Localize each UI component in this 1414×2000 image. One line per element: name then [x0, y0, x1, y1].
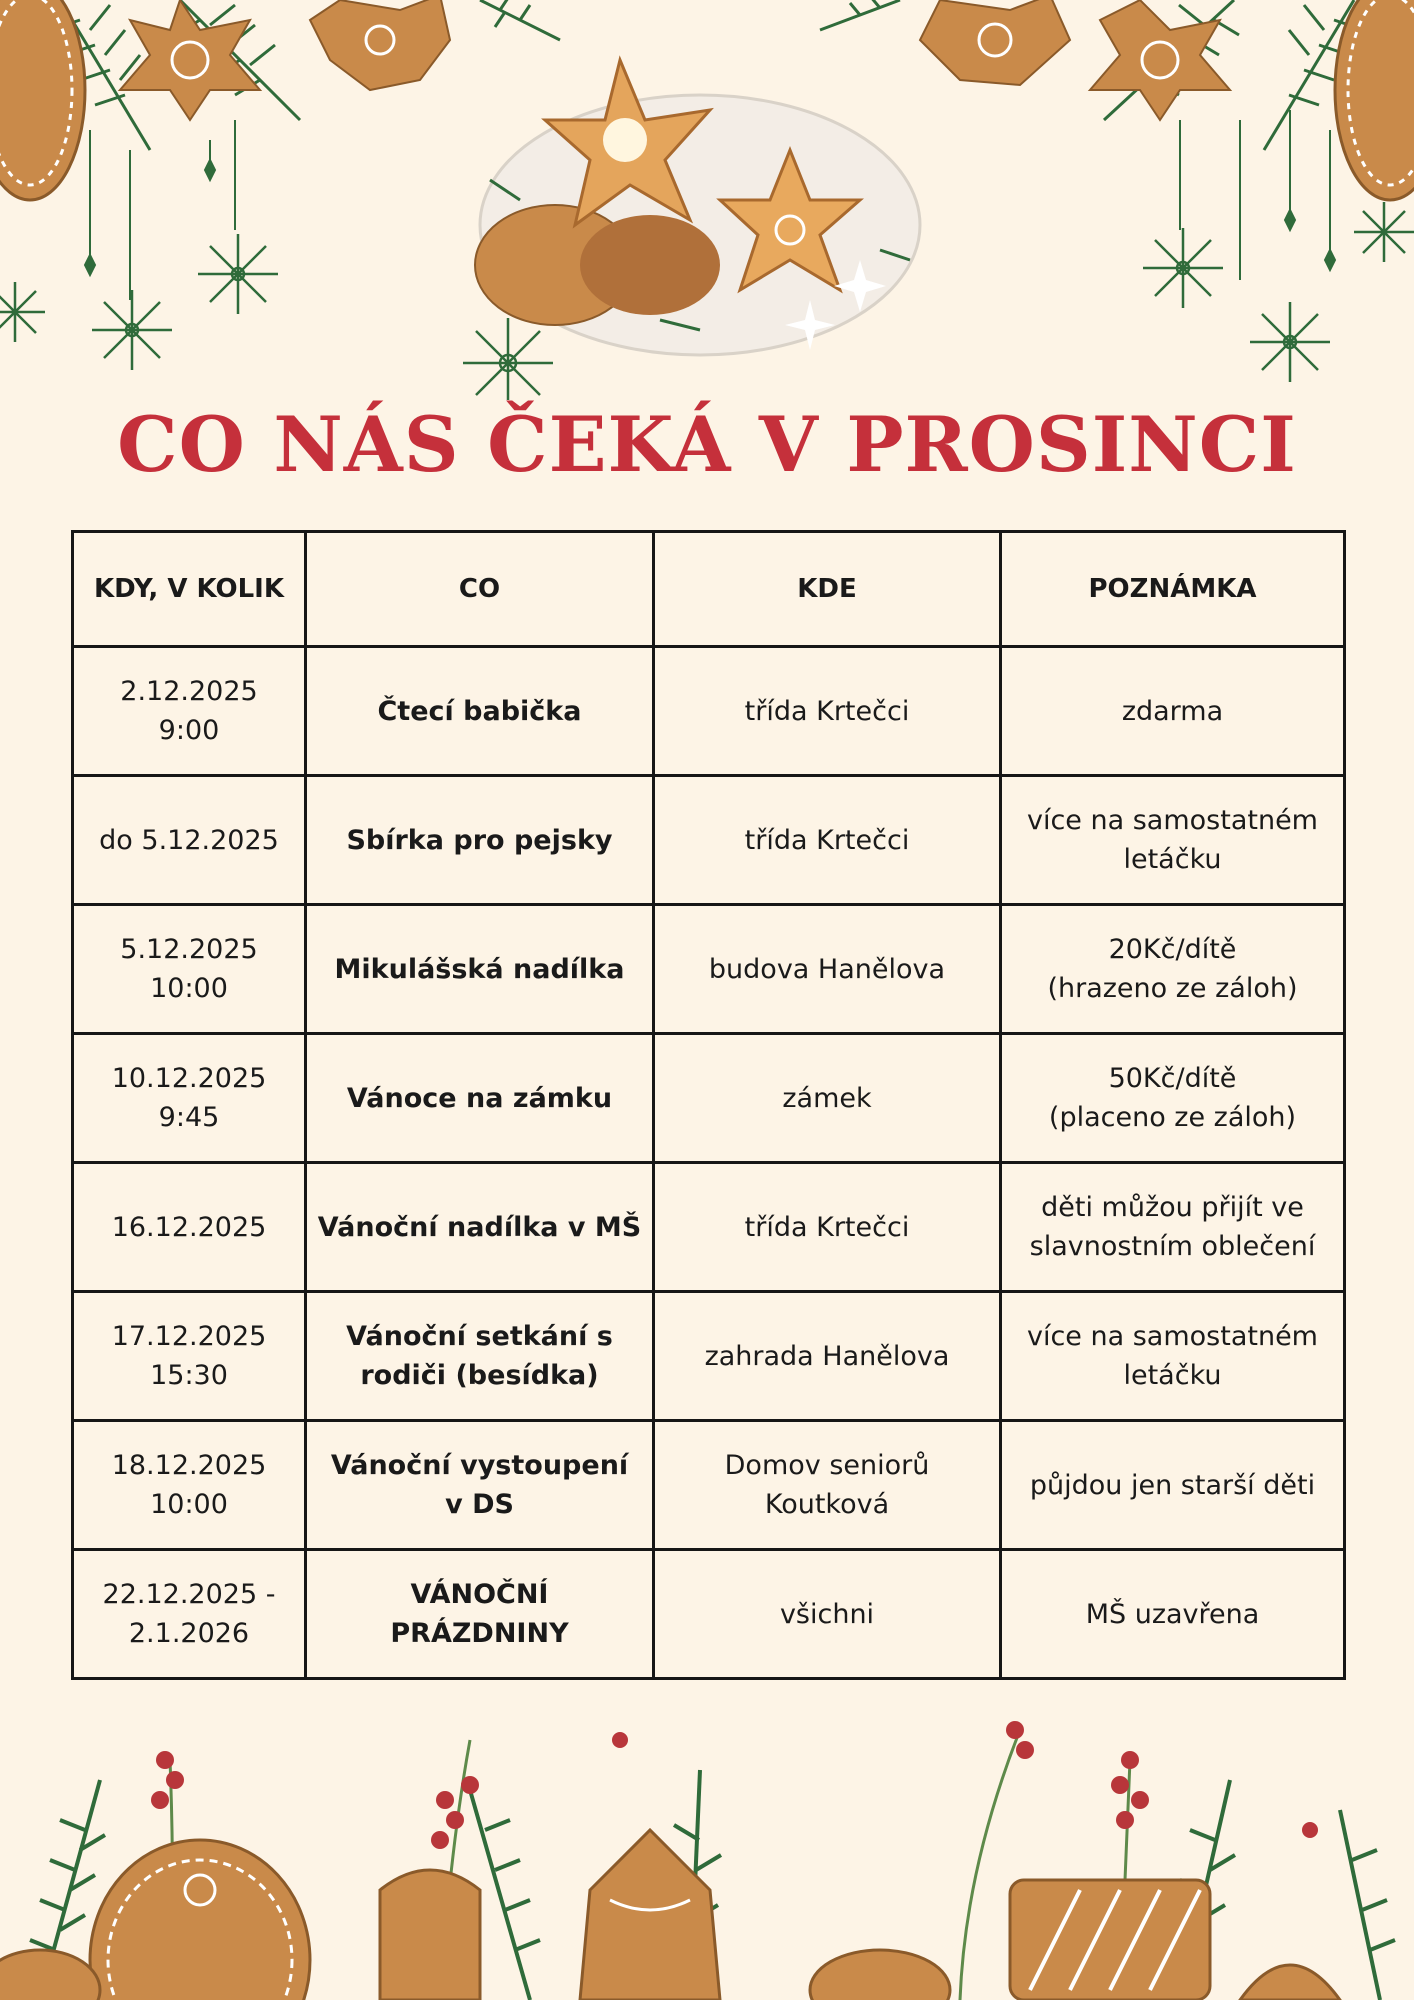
cell-co: [306, 1550, 654, 1679]
cell-text-line: (hrazeno ze záloh): [1047, 973, 1298, 1004]
cell-kde: [654, 905, 1001, 1034]
cell-text-line: 16.12.2025: [111, 1211, 267, 1243]
cell-text-line: 20Kč/dítě: [1108, 934, 1237, 965]
cell-kde: [654, 776, 1001, 905]
cell-text-line: 10:00: [150, 973, 228, 1004]
cell-text-line: více na samostatném: [1026, 805, 1318, 836]
cell-kde: [654, 647, 1001, 776]
cell-poznamka: [1001, 647, 1345, 776]
cell-kdy: [73, 1550, 306, 1679]
cell-text-line: Vánoce na zámku: [346, 1082, 613, 1114]
cell-text-line: 18.12.2025: [111, 1450, 267, 1481]
cell-text-line: Sbírka pro pejsky: [346, 824, 613, 856]
cell-co: [306, 1421, 654, 1550]
cell-text-line: Mikulášská nadílka: [334, 953, 625, 985]
pine-branch-icon: [50, 0, 560, 150]
cell-text-line: třída Krtečci: [744, 824, 910, 856]
cell-kdy: [73, 647, 306, 776]
cell-text-line: 17.12.2025: [111, 1321, 267, 1352]
cell-kde: [654, 1421, 1001, 1550]
cell-text-line: 50Kč/dítě: [1108, 1063, 1237, 1094]
cell-poznamka: [1001, 905, 1345, 1034]
cell-text-line: půjdou jen starší děti: [1029, 1469, 1316, 1501]
cell-kdy: [73, 1034, 306, 1163]
cell-text-line: 15:30: [150, 1360, 228, 1391]
schedule-body: [73, 647, 1345, 1679]
header-kde: KDE: [654, 532, 1001, 647]
cell-text-line: 2.12.2025: [120, 676, 258, 707]
cell-text-line: Čtecí babička: [377, 695, 582, 727]
table-row: [73, 1292, 1345, 1421]
table-row: [73, 776, 1345, 905]
cell-kde: [654, 1292, 1001, 1421]
table-row: [73, 1421, 1345, 1550]
table-row: [73, 647, 1345, 776]
cell-kde: [654, 1034, 1001, 1163]
cell-text-line: Koutková: [764, 1489, 890, 1520]
cell-text-line: třída Krtečci: [744, 695, 910, 727]
cell-text-line: Vánoční setkání s: [346, 1321, 613, 1352]
gingerbread-cookie-icon: [0, 1830, 1340, 2000]
cell-text-line: 10:00: [150, 1489, 228, 1520]
cell-text-line: (placeno ze záloh): [1048, 1102, 1297, 1133]
cell-poznamka: [1001, 1292, 1345, 1421]
cell-text-line: MŠ uzavřena: [1085, 1598, 1260, 1630]
cell-kde: [654, 1163, 1001, 1292]
cell-text-line: zahrada Hanělova: [704, 1340, 950, 1372]
cell-poznamka: [1001, 1421, 1345, 1550]
cell-text-line: 22.12.2025 -: [102, 1579, 276, 1610]
cell-text-line: PRÁZDNINY: [390, 1618, 569, 1649]
cookie-plate-icon: [475, 60, 920, 355]
cell-co: [306, 776, 654, 905]
table-row: [73, 905, 1345, 1034]
cell-text-line: slavnostním oblečení: [1029, 1231, 1316, 1262]
cell-text-line: 9:45: [158, 1102, 220, 1133]
cell-kdy: [73, 776, 306, 905]
top-decoration: [0, 0, 1414, 400]
cell-text-line: všichni: [779, 1598, 875, 1630]
cell-poznamka: [1001, 1163, 1345, 1292]
cell-text-line: VÁNOČNÍ: [410, 1579, 549, 1610]
cell-co: [306, 1034, 654, 1163]
cell-text-line: 10.12.2025: [111, 1063, 267, 1094]
cell-text-line: budova Hanělova: [708, 953, 946, 985]
cell-kde: [654, 1550, 1001, 1679]
cell-text-line: 9:00: [158, 715, 220, 746]
cell-text-line: zámek: [782, 1082, 872, 1114]
header-poznamka: POZNÁMKA: [1001, 532, 1345, 647]
cell-poznamka: [1001, 1034, 1345, 1163]
bottom-decoration: [0, 1690, 1414, 2000]
cell-kdy: [73, 1163, 306, 1292]
pine-branch-icon: [820, 0, 1364, 150]
cell-co: [306, 1292, 654, 1421]
cell-co: [306, 647, 654, 776]
cell-kdy: [73, 1421, 306, 1550]
cell-kdy: [73, 1292, 306, 1421]
cell-text-line: Vánoční vystoupení: [330, 1450, 629, 1481]
schedule-table: [71, 530, 1346, 1680]
header-co: CO: [306, 532, 654, 647]
cell-text-line: letáčku: [1123, 844, 1222, 875]
cell-text-line: v DS: [445, 1489, 514, 1520]
cell-text-line: do 5.12.2025: [99, 824, 279, 856]
cell-text-line: Vánoční nadílka v MŠ: [317, 1211, 642, 1243]
cell-text-line: zdarma: [1121, 695, 1224, 727]
cell-text-line: děti můžou přijít ve: [1041, 1192, 1304, 1223]
cell-kdy: [73, 905, 306, 1034]
cell-text-line: letáčku: [1123, 1360, 1222, 1391]
table-row: [73, 1034, 1345, 1163]
header-kdy: KDY, V KOLIK: [73, 532, 306, 647]
cell-co: [306, 1163, 654, 1292]
cell-text-line: více na samostatném: [1026, 1321, 1318, 1352]
table-header-row: [73, 532, 1345, 647]
table-row: [73, 1550, 1345, 1679]
cell-poznamka: [1001, 776, 1345, 905]
page-title: CO NÁS ČEKÁ V PROSINCI: [117, 400, 1297, 489]
cell-text-line: 5.12.2025: [120, 934, 258, 965]
cell-text-line: 2.1.2026: [128, 1618, 250, 1649]
table-row: [73, 1163, 1345, 1292]
cell-co: [306, 905, 654, 1034]
cell-poznamka: [1001, 1550, 1345, 1679]
cell-text-line: Domov seniorů: [724, 1450, 930, 1481]
cell-text-line: třída Krtečci: [744, 1211, 910, 1243]
cell-text-line: rodiči (besídka): [360, 1360, 599, 1391]
